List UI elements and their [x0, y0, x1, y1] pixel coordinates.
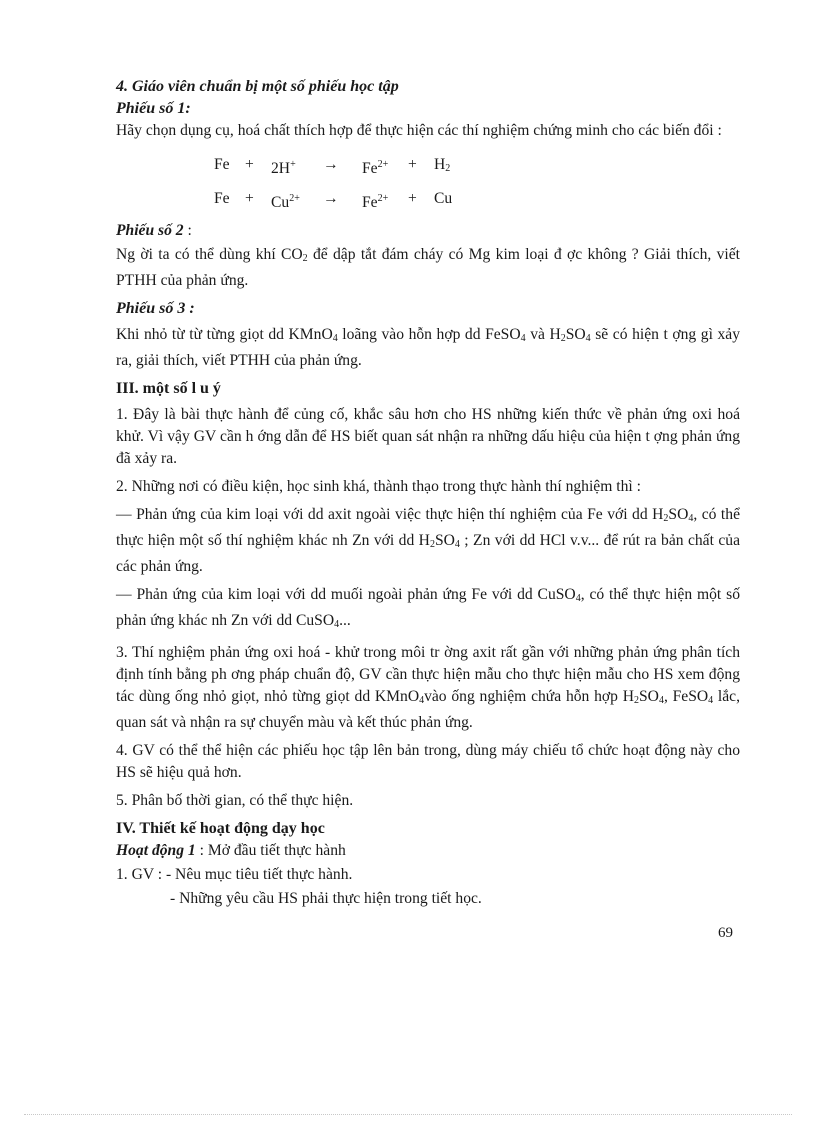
- eq2-plus: +: [245, 190, 254, 207]
- gv-line-2: - Những yêu cầu HS phải thực hiện trong tiết học.: [170, 890, 482, 907]
- eq2-reactant-1: Fe: [214, 190, 230, 207]
- eq2-product-1: $Fe^{2+}$: [362, 193, 389, 211]
- worksheet-3-label: Phiếu số 3 :: [116, 300, 195, 317]
- eq2-arrow: →: [323, 190, 339, 207]
- eq2-reactant-2: $Cu^{2+}$: [271, 193, 300, 211]
- eq1-product-2: $H_2$: [434, 156, 451, 174]
- eq1-arrow: →: [323, 156, 339, 173]
- page-number: 69: [718, 925, 733, 941]
- note-5: 5. Phân bố thời gian, có thể thực hiện.: [116, 792, 354, 809]
- worksheet-1-label: Phiếu số 1:: [116, 100, 191, 117]
- worksheet-2-text: Ng ời ta có thể dùng khí $CO_2$ để dập tắt đám cháy có Mg kim loại đ ợc không ? Giải thích, viết PTHH của phản ứng.: [116, 246, 740, 289]
- note-3: 3. Thí nghiệm phản ứng oxi hoá - khử trong môi tr ờng axit rất gần với những phản ứng phân tích định tính bằng ph ơng pháp chuẩn độ, GV cần thực hiện mẫu cho thực hiện mẫu cho HS xem động tác dùng ống nhỏ giọt, nhỏ từng giọt dd KMnO$_4$vào ống nghiệm chứa hỗn hợp $H_2SO_4$, FeSO$_4$ lắc, quan sát và nhận ra sự chuyển màu và kết thúc phản ứng.: [116, 644, 740, 731]
- eq1-product-1: $Fe^{2+}$: [362, 159, 389, 177]
- section-heading-activities: IV. Thiết kế hoạt động dạy học: [116, 820, 325, 837]
- note-2b: — Phản ứng của kim loại với dd muối ngoài phản ứng Fe với dd CuSO$_4$, có thể thực hiện một số phản ứng khác nh Zn với dd CuSO$_4$...: [116, 586, 740, 630]
- note-1: 1. Đây là bài thực hành để củng cố, khắc sâu hơn cho HS những kiến thức về phản ứng oxi hoá khử. Vì vậy GV cần h ớng dẫn để HS biết quan sát nhận ra những dấu hiệu của hiện t ợng phản ứng đã xảy ra.: [116, 406, 740, 467]
- equation-2: [116, 182, 740, 216]
- worksheet-1-text: Hãy chọn dụng cụ, hoá chất thích hợp để thực hiện các thí nghiệm chứng minh cho các biến đổi :: [116, 122, 722, 139]
- note-4: 4. GV có thể thể hiện các phiếu học tập lên bản trong, dùng máy chiếu tổ chức hoạt động này cho HS sẽ hiệu quả hơn.: [116, 742, 740, 781]
- eq1-reactant-1: Fe: [214, 156, 230, 173]
- page-content: [116, 76, 740, 916]
- eq1-reactant-2: 2H+: [271, 159, 296, 177]
- note-2: 2. Những nơi có điều kiện, học sinh khá, thành thạo trong thực hành thí nghiệm thì :: [116, 478, 641, 495]
- worksheet-3-text: Khi nhỏ từ từ từng giọt dd KMnO$_4$ loãng vào hỗn hợp dd FeSO$_4$ và $H_2SO_4$ sẽ có hiện t ợng gì xảy ra, giải thích, viết PTHH của phản ứng.: [116, 326, 740, 369]
- eq2-product-2: Cu: [434, 190, 453, 207]
- equation-1: [116, 148, 740, 182]
- activity-1: Hoạt động 1 : Mở đầu tiết thực hành: [116, 842, 346, 859]
- eq1-plus: +: [245, 156, 254, 173]
- eq2-plus-2: +: [408, 190, 417, 207]
- worksheet-2-label: Phiếu số 2 :: [116, 222, 192, 239]
- note-2a: — Phản ứng của kim loại với dd axit ngoài việc thực hiện thí nghiệm của Fe với dd $H_2SO_4$, có thể thực hiện một số thí nghiệm khác nh Zn với dd $H_2SO_4$ ; Zn với dd HCl v.v... để rút ra bản chất của các phản ứng.: [116, 506, 740, 575]
- bottom-divider: [24, 1114, 792, 1115]
- eq1-plus-2: +: [408, 156, 417, 173]
- section-heading-teacher-prep: 4. Giáo viên chuẩn bị một số phiếu học tập: [116, 78, 399, 95]
- section-heading-notes: III. một số l u ý: [116, 380, 221, 397]
- gv-line-1: 1. GV : - Nêu mục tiêu tiết thực hành.: [116, 866, 353, 883]
